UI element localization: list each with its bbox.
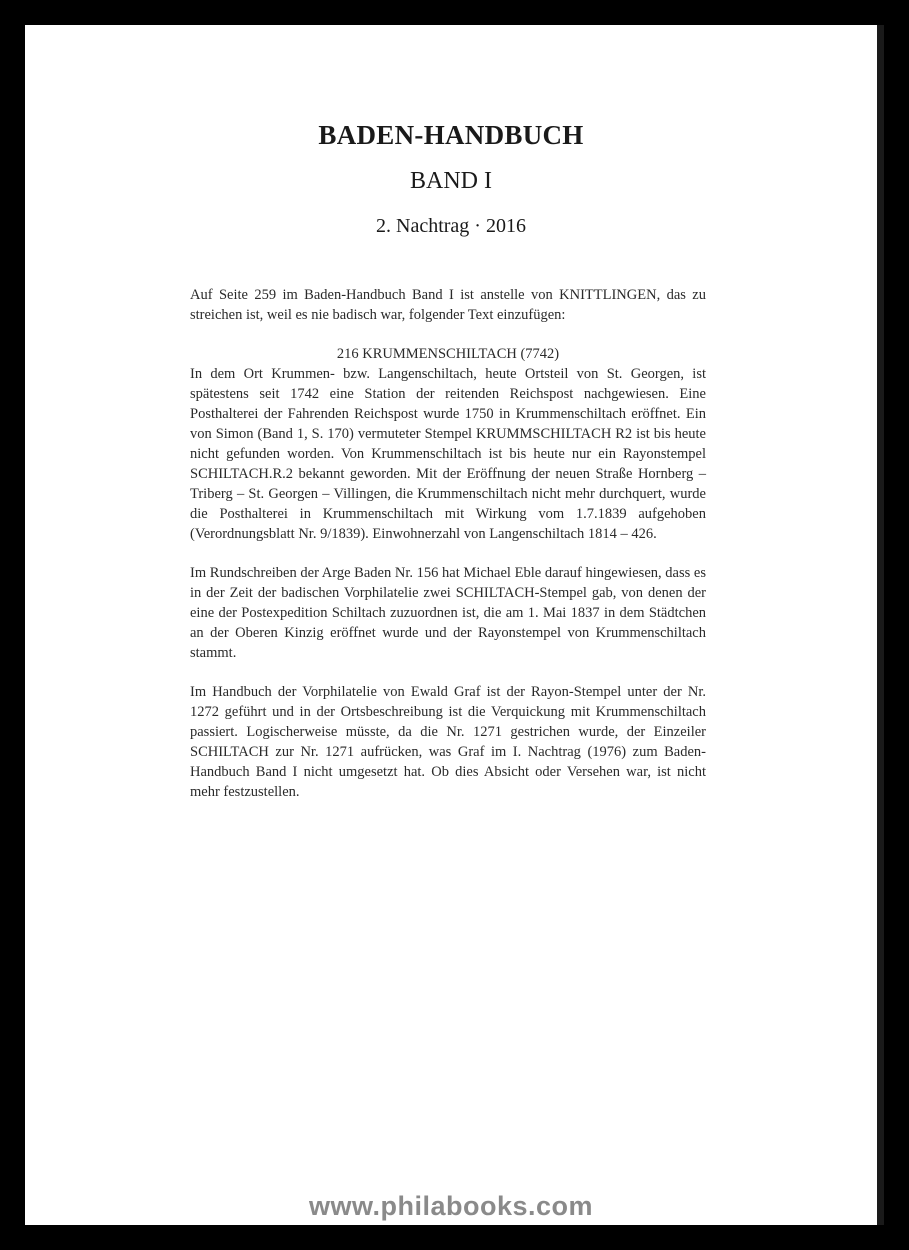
page-edge-shadow	[877, 25, 884, 1225]
document-subtitle: BAND I	[410, 168, 492, 194]
entry-heading: 216 KRUMMENSCHILTACH (7742)	[336, 346, 560, 362]
document-title: BADEN-HANDBUCH	[318, 120, 584, 150]
body-paragraph-2: Im Rundschreiben der Arge Baden Nr. 156 hat Michael Eble darauf hingewiesen, dass es in der Zeit der badischen Vorphilatelie zwei SCHILTACH-Stempel gab, von denen der eine der Postexpedition Schiltach zuzuordnen ist, die am 1. Mai 1837 in dem Städtchen an der Oberen Kinzig eröffnet wurde und der Rayonstempel von Krummenschiltach stammt.	[190, 565, 706, 661]
supplement-label: 2. Nachtrag · 2016	[376, 215, 526, 237]
document-body	[190, 285, 706, 802]
body-paragraph-3: Im Handbuch der Vorphilatelie von Ewald Graf ist der Rayon-Stempel unter der Nr. 1272 geführt und in der Ortsbeschreibung ist die Verquickung mit Krummenschiltach passiert. Logischerweise müsste, da die Nr. 1271 gestrichen wurde, der Einzeiler SCHILTACH zur Nr. 1271 aufrücken, was Graf im I. Nachtrag (1976) zum Baden-Handbuch Band I nicht umgesetzt hat. Ob dies Absicht oder Versehen war, ist nicht mehr festzustellen.	[190, 684, 706, 800]
body-paragraph-1: In dem Ort Krummen- bzw. Langenschiltach, heute Ortsteil von St. Georgen, ist spätestens seit 1742 eine Station der reitenden Reichspost nachgewiesen. Eine Posthalterei der Fahrenden Reichspost wurde 1750 in Krummenschiltach eröffnet. Ein von Simon (Band 1, S. 170) vermuteter Stempel KRUMMSCHILTACH R2 ist bis heute nicht gefunden worden. Von Krummenschiltach ist bis heute nur ein Rayonstempel SCHILTACH.R.2 bekannt geworden. Mit der Eröffnung der neuen Straße Hornberg – Triberg – St. Georgen – Villingen, die Krummenschiltach nicht mehr durchquert, wurde die Posthalterei in Krummenschiltach mit Wirkung vom 1.7.1839 aufgehoben (Verordnungsblatt Nr. 9/1839). Einwohnerzahl von Langenschiltach 1814 – 426.	[190, 366, 706, 542]
document-page	[25, 25, 877, 1225]
watermark-url: www.philabooks.com	[308, 1191, 594, 1221]
intro-paragraph: Auf Seite 259 im Baden-Handbuch Band I ist anstelle von KNITTLINGEN, das zu streichen ist, weil es nie badisch war, folgender Text einzufügen:	[190, 287, 706, 323]
